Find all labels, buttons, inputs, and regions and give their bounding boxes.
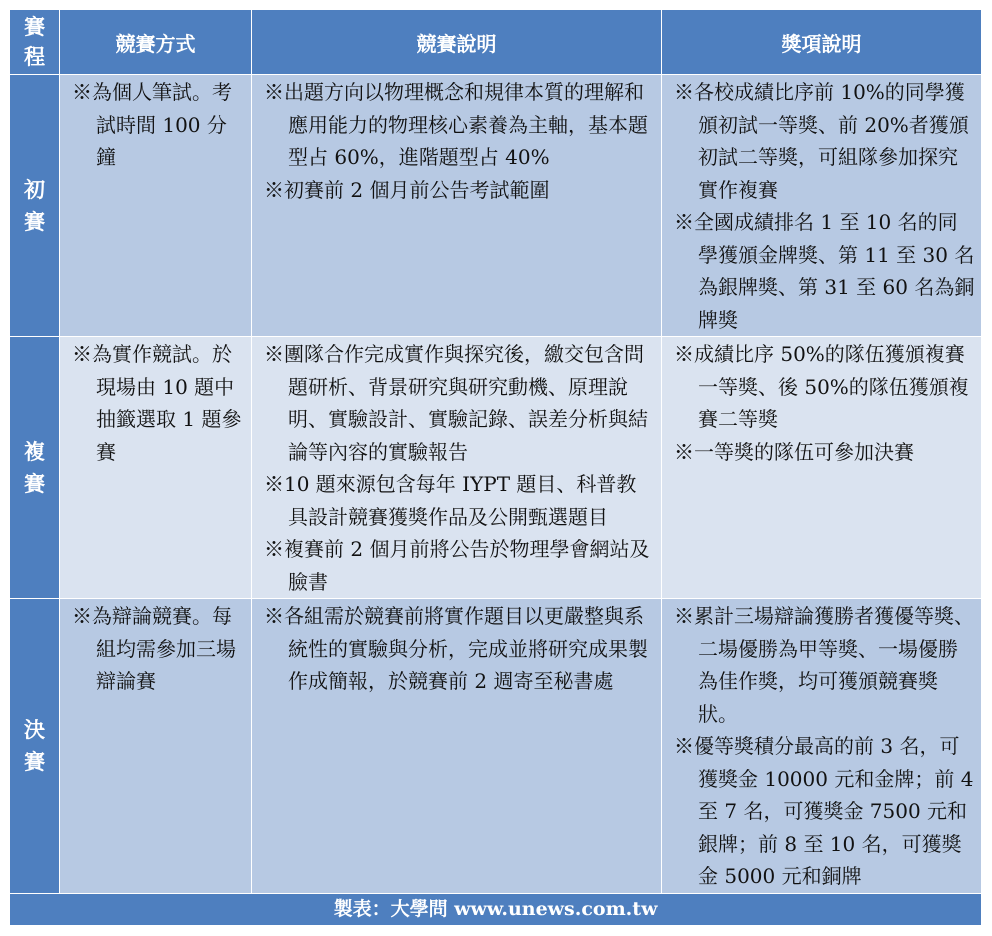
description-cell <box>252 599 662 894</box>
table-row-semifinal <box>10 337 982 599</box>
table-row-preliminary <box>10 75 982 337</box>
method-cell <box>60 599 252 894</box>
stage-label: 決 賽 <box>10 599 60 894</box>
award-item: ※一等獎的隊伍可參加決賽 <box>674 439 914 464</box>
footer-row <box>10 893 982 925</box>
description-item: ※複賽前 2 個月前將公告於物理學會網站及臉書 <box>264 537 650 594</box>
description-cell <box>252 75 662 337</box>
description-item: ※團隊合作完成實作與探究後，繳交包含問題研析、背景研究與研究動機、原理說明、實驗設計、實驗記錄、誤差分析與結論等內容的實驗報告 <box>264 342 648 464</box>
description-item: ※10 題來源包含每年 IYPT 題目、科普教具設計競賽獲獎作品及公開甄選題目 <box>264 472 637 529</box>
award-cell <box>662 75 982 337</box>
award-cell <box>662 337 982 599</box>
method-item: ※為實作競試。於現場由 10 題中抽籤選取 1 題參賽 <box>72 342 242 464</box>
stage-label: 初 賽 <box>10 75 60 337</box>
method-cell <box>60 75 252 337</box>
stage-label: 複 賽 <box>10 337 60 599</box>
description-item: ※初賽前 2 個月前公告考試範圍 <box>264 177 550 202</box>
award-item: ※各校成績比序前 10%的同學獲頒初試一等獎、前 20%者獲頒初試二等獎，可組隊參加探究實作複賽 <box>674 80 969 202</box>
method-item: ※為辯論競賽。每組均需參加三場辯論賽 <box>72 604 236 693</box>
competition-table-container <box>9 9 981 926</box>
award-item: ※優等獎積分最高的前 3 名，可獲獎金 10000 元和金牌；前 4 至 7 名，可獲獎金 7500 元和銀牌；前 8 至 10 名，可獲獎金 5000 元和銅牌 <box>674 734 974 888</box>
award-item: ※累計三場辯論獲勝者獲優等獎、二場優勝為甲等獎、一場優勝為佳作獎，均可獲頒競賽獎狀。 <box>674 604 974 726</box>
competition-table <box>9 9 982 926</box>
award-cell <box>662 599 982 894</box>
header-description: 競賽說明 <box>252 10 662 75</box>
source-credit: 製表：大學問 www.unews.com.tw <box>10 893 982 925</box>
header-award: 獎項說明 <box>662 10 982 75</box>
award-item: ※全國成績排名 1 至 10 名的同學獲頒金牌獎、第 11 至 30 名為銀牌獎、第 31 至 60 名為銅牌獎 <box>674 210 975 332</box>
description-item: ※出題方向以物理概念和規律本質的理解和應用能力的物理核心素養為主軸，基本題型占 60%，進階題型占 40% <box>264 80 648 169</box>
header-method: 競賽方式 <box>60 10 252 75</box>
description-item: ※各組需於競賽前將實作題目以更嚴整與系統性的實驗與分析，完成並將研究成果製作成簡報，於競賽前 2 週寄至秘書處 <box>264 604 648 693</box>
award-item: ※成績比序 50%的隊伍獲頒複賽一等獎、後 50%的隊伍獲頒複賽二等獎 <box>674 342 969 431</box>
header-row <box>10 10 982 75</box>
table-row-final <box>10 599 982 894</box>
description-cell <box>252 337 662 599</box>
header-stage: 賽 程 <box>10 10 60 75</box>
method-item: ※為個人筆試。考試時間 100 分鐘 <box>72 80 232 169</box>
method-cell <box>60 337 252 599</box>
